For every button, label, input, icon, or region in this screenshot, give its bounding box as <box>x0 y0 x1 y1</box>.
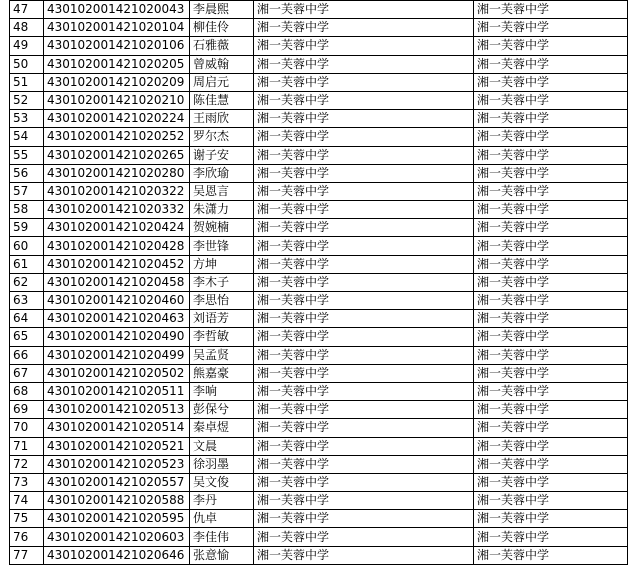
row-exam-id: 430102001421020280 <box>44 164 190 182</box>
table-row <box>10 328 628 346</box>
row-school: 湘一芙蓉中学 <box>254 492 474 510</box>
table-row <box>10 510 628 528</box>
row-student-name: 吴文俊 <box>190 473 254 491</box>
row-school-secondary: 湘一芙蓉中学 <box>474 91 628 109</box>
row-seq-number: 47 <box>10 1 44 19</box>
row-school: 湘一芙蓉中学 <box>254 310 474 328</box>
row-school: 湘一芙蓉中学 <box>254 182 474 200</box>
table-row <box>10 492 628 510</box>
row-school: 湘一芙蓉中学 <box>254 455 474 473</box>
row-exam-id: 430102001421020252 <box>44 128 190 146</box>
row-student-name: 陈佳慧 <box>190 91 254 109</box>
row-seq-number: 70 <box>10 419 44 437</box>
row-school: 湘一芙蓉中学 <box>254 401 474 419</box>
row-seq-number: 71 <box>10 437 44 455</box>
row-school: 湘一芙蓉中学 <box>254 91 474 109</box>
row-student-name: 李思怡 <box>190 292 254 310</box>
row-student-name: 仇卓 <box>190 510 254 528</box>
row-exam-id: 430102001421020106 <box>44 37 190 55</box>
row-school-secondary: 湘一芙蓉中学 <box>474 37 628 55</box>
row-exam-id: 430102001421020265 <box>44 146 190 164</box>
row-school-secondary: 湘一芙蓉中学 <box>474 419 628 437</box>
row-seq-number: 56 <box>10 164 44 182</box>
row-school: 湘一芙蓉中学 <box>254 255 474 273</box>
row-school-secondary: 湘一芙蓉中学 <box>474 382 628 400</box>
row-student-name: 罗尔杰 <box>190 128 254 146</box>
row-seq-number: 49 <box>10 37 44 55</box>
row-school: 湘一芙蓉中学 <box>254 528 474 546</box>
table-row <box>10 364 628 382</box>
row-exam-id: 430102001421020523 <box>44 455 190 473</box>
table-row <box>10 455 628 473</box>
row-seq-number: 66 <box>10 346 44 364</box>
table-row <box>10 55 628 73</box>
row-school: 湘一芙蓉中学 <box>254 201 474 219</box>
row-student-name: 朱潇力 <box>190 201 254 219</box>
row-student-name: 徐羽墨 <box>190 455 254 473</box>
row-exam-id: 430102001421020463 <box>44 310 190 328</box>
row-school-secondary: 湘一芙蓉中学 <box>474 328 628 346</box>
row-school: 湘一芙蓉中学 <box>254 219 474 237</box>
row-student-name: 李丹 <box>190 492 254 510</box>
row-seq-number: 53 <box>10 110 44 128</box>
row-seq-number: 58 <box>10 201 44 219</box>
row-school-secondary: 湘一芙蓉中学 <box>474 401 628 419</box>
row-seq-number: 64 <box>10 310 44 328</box>
row-school: 湘一芙蓉中学 <box>254 19 474 37</box>
row-exam-id: 430102001421020210 <box>44 91 190 109</box>
row-school-secondary: 湘一芙蓉中学 <box>474 237 628 255</box>
row-seq-number: 54 <box>10 128 44 146</box>
row-exam-id: 430102001421020224 <box>44 110 190 128</box>
row-seq-number: 51 <box>10 73 44 91</box>
row-school: 湘一芙蓉中学 <box>254 346 474 364</box>
row-seq-number: 63 <box>10 292 44 310</box>
row-seq-number: 68 <box>10 382 44 400</box>
student-roster-table <box>9 0 628 565</box>
table-row <box>10 346 628 364</box>
table-row <box>10 255 628 273</box>
row-student-name: 刘语芳 <box>190 310 254 328</box>
row-student-name: 李欣瑜 <box>190 164 254 182</box>
row-seq-number: 55 <box>10 146 44 164</box>
table-row <box>10 182 628 200</box>
row-student-name: 李木子 <box>190 273 254 291</box>
row-student-name: 周启元 <box>190 73 254 91</box>
row-exam-id: 430102001421020588 <box>44 492 190 510</box>
table-row <box>10 528 628 546</box>
row-student-name: 方坤 <box>190 255 254 273</box>
row-school-secondary: 湘一芙蓉中学 <box>474 437 628 455</box>
row-student-name: 文晨 <box>190 437 254 455</box>
row-school: 湘一芙蓉中学 <box>254 364 474 382</box>
row-school-secondary: 湘一芙蓉中学 <box>474 255 628 273</box>
row-school-secondary: 湘一芙蓉中学 <box>474 364 628 382</box>
table-row <box>10 401 628 419</box>
row-school-secondary: 湘一芙蓉中学 <box>474 19 628 37</box>
row-seq-number: 75 <box>10 510 44 528</box>
row-seq-number: 77 <box>10 546 44 564</box>
table-row <box>10 273 628 291</box>
row-seq-number: 72 <box>10 455 44 473</box>
row-exam-id: 430102001421020603 <box>44 528 190 546</box>
row-seq-number: 48 <box>10 19 44 37</box>
row-seq-number: 76 <box>10 528 44 546</box>
roster-body <box>10 1 628 565</box>
row-exam-id: 430102001421020452 <box>44 255 190 273</box>
table-row <box>10 546 628 564</box>
row-student-name: 熊嘉豪 <box>190 364 254 382</box>
row-exam-id: 430102001421020514 <box>44 419 190 437</box>
row-exam-id: 430102001421020490 <box>44 328 190 346</box>
row-seq-number: 69 <box>10 401 44 419</box>
row-school-secondary: 湘一芙蓉中学 <box>474 346 628 364</box>
row-school: 湘一芙蓉中学 <box>254 510 474 528</box>
table-row <box>10 419 628 437</box>
row-student-name: 李哲敏 <box>190 328 254 346</box>
table-row <box>10 19 628 37</box>
row-exam-id: 430102001421020424 <box>44 219 190 237</box>
table-row <box>10 382 628 400</box>
row-school-secondary: 湘一芙蓉中学 <box>474 273 628 291</box>
row-seq-number: 74 <box>10 492 44 510</box>
row-exam-id: 430102001421020428 <box>44 237 190 255</box>
row-school-secondary: 湘一芙蓉中学 <box>474 473 628 491</box>
row-student-name: 李晨熙 <box>190 1 254 19</box>
row-exam-id: 430102001421020205 <box>44 55 190 73</box>
row-student-name: 贺婉楠 <box>190 219 254 237</box>
row-school-secondary: 湘一芙蓉中学 <box>474 201 628 219</box>
table-row <box>10 91 628 109</box>
row-school-secondary: 湘一芙蓉中学 <box>474 492 628 510</box>
row-student-name: 曾威翰 <box>190 55 254 73</box>
row-school-secondary: 湘一芙蓉中学 <box>474 292 628 310</box>
row-school: 湘一芙蓉中学 <box>254 237 474 255</box>
row-seq-number: 73 <box>10 473 44 491</box>
table-row <box>10 110 628 128</box>
row-exam-id: 430102001421020521 <box>44 437 190 455</box>
table-row <box>10 237 628 255</box>
row-student-name: 柳佳伶 <box>190 19 254 37</box>
row-student-name: 石雅薇 <box>190 37 254 55</box>
row-school-secondary: 湘一芙蓉中学 <box>474 1 628 19</box>
row-school: 湘一芙蓉中学 <box>254 292 474 310</box>
row-exam-id: 430102001421020332 <box>44 201 190 219</box>
row-school: 湘一芙蓉中学 <box>254 437 474 455</box>
table-row <box>10 73 628 91</box>
row-exam-id: 430102001421020513 <box>44 401 190 419</box>
row-school: 湘一芙蓉中学 <box>254 419 474 437</box>
row-school: 湘一芙蓉中学 <box>254 128 474 146</box>
row-school: 湘一芙蓉中学 <box>254 55 474 73</box>
row-school-secondary: 湘一芙蓉中学 <box>474 510 628 528</box>
row-school: 湘一芙蓉中学 <box>254 146 474 164</box>
row-student-name: 谢子安 <box>190 146 254 164</box>
table-row <box>10 201 628 219</box>
row-exam-id: 430102001421020043 <box>44 1 190 19</box>
row-student-name: 彭保兮 <box>190 401 254 419</box>
row-exam-id: 430102001421020511 <box>44 382 190 400</box>
row-seq-number: 60 <box>10 237 44 255</box>
row-school: 湘一芙蓉中学 <box>254 164 474 182</box>
row-student-name: 张意愉 <box>190 546 254 564</box>
row-school-secondary: 湘一芙蓉中学 <box>474 528 628 546</box>
row-exam-id: 430102001421020460 <box>44 292 190 310</box>
row-seq-number: 62 <box>10 273 44 291</box>
table-row <box>10 146 628 164</box>
row-school: 湘一芙蓉中学 <box>254 328 474 346</box>
row-exam-id: 430102001421020322 <box>44 182 190 200</box>
row-exam-id: 430102001421020595 <box>44 510 190 528</box>
row-exam-id: 430102001421020502 <box>44 364 190 382</box>
row-seq-number: 59 <box>10 219 44 237</box>
row-school-secondary: 湘一芙蓉中学 <box>474 146 628 164</box>
table-row <box>10 128 628 146</box>
row-student-name: 李世锋 <box>190 237 254 255</box>
row-school-secondary: 湘一芙蓉中学 <box>474 310 628 328</box>
table-row <box>10 310 628 328</box>
row-school-secondary: 湘一芙蓉中学 <box>474 110 628 128</box>
table-row <box>10 219 628 237</box>
row-school: 湘一芙蓉中学 <box>254 37 474 55</box>
row-exam-id: 430102001421020557 <box>44 473 190 491</box>
row-student-name: 李佳伟 <box>190 528 254 546</box>
row-school-secondary: 湘一芙蓉中学 <box>474 128 628 146</box>
row-student-name: 秦卓煜 <box>190 419 254 437</box>
row-school-secondary: 湘一芙蓉中学 <box>474 55 628 73</box>
row-student-name: 吴孟贤 <box>190 346 254 364</box>
row-school-secondary: 湘一芙蓉中学 <box>474 219 628 237</box>
row-student-name: 王雨欣 <box>190 110 254 128</box>
table-row <box>10 1 628 19</box>
row-exam-id: 430102001421020458 <box>44 273 190 291</box>
row-school-secondary: 湘一芙蓉中学 <box>474 73 628 91</box>
row-school: 湘一芙蓉中学 <box>254 1 474 19</box>
row-seq-number: 57 <box>10 182 44 200</box>
row-school-secondary: 湘一芙蓉中学 <box>474 164 628 182</box>
row-seq-number: 61 <box>10 255 44 273</box>
row-school: 湘一芙蓉中学 <box>254 473 474 491</box>
row-school: 湘一芙蓉中学 <box>254 382 474 400</box>
row-school-secondary: 湘一芙蓉中学 <box>474 182 628 200</box>
row-student-name: 李响 <box>190 382 254 400</box>
row-exam-id: 430102001421020499 <box>44 346 190 364</box>
table-row <box>10 37 628 55</box>
row-school: 湘一芙蓉中学 <box>254 73 474 91</box>
table-row <box>10 473 628 491</box>
row-seq-number: 52 <box>10 91 44 109</box>
row-school: 湘一芙蓉中学 <box>254 546 474 564</box>
row-student-name: 吴恩言 <box>190 182 254 200</box>
row-school-secondary: 湘一芙蓉中学 <box>474 546 628 564</box>
row-seq-number: 65 <box>10 328 44 346</box>
row-exam-id: 430102001421020646 <box>44 546 190 564</box>
table-row <box>10 164 628 182</box>
row-exam-id: 430102001421020209 <box>44 73 190 91</box>
row-seq-number: 50 <box>10 55 44 73</box>
row-school: 湘一芙蓉中学 <box>254 273 474 291</box>
row-exam-id: 430102001421020104 <box>44 19 190 37</box>
row-school: 湘一芙蓉中学 <box>254 110 474 128</box>
table-row <box>10 292 628 310</box>
row-school-secondary: 湘一芙蓉中学 <box>474 455 628 473</box>
table-row <box>10 437 628 455</box>
row-seq-number: 67 <box>10 364 44 382</box>
